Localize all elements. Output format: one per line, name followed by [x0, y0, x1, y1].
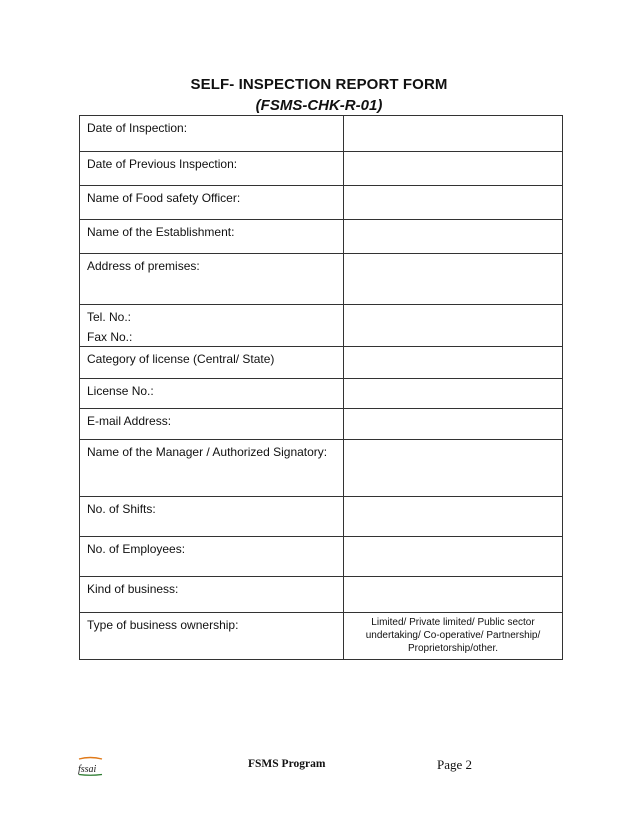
- value-shifts[interactable]: [344, 497, 563, 537]
- value-date-of-inspection[interactable]: [344, 116, 563, 152]
- value-food-safety-officer[interactable]: [344, 186, 563, 220]
- value-email[interactable]: [344, 409, 563, 440]
- value-ownership-type: Limited/ Private limited/ Public sector undertaking/ Co-operative/ Partnership/ Proprietorship/other.: [344, 613, 563, 660]
- table-row: [80, 186, 563, 220]
- label-email: E-mail Address:: [80, 409, 344, 440]
- label-kind-of-business: Kind of business:: [80, 577, 344, 613]
- label-food-safety-officer: Name of Food safety Officer:: [80, 186, 344, 220]
- value-establishment[interactable]: [344, 220, 563, 254]
- label-date-of-inspection: Date of Inspection:: [80, 116, 344, 152]
- value-manager[interactable]: [344, 440, 563, 497]
- table-row: [80, 379, 563, 409]
- form-title: SELF- INSPECTION REPORT FORM: [190, 76, 448, 93]
- label-previous-inspection: Date of Previous Inspection:: [80, 152, 344, 186]
- table-row: [80, 152, 563, 186]
- table-row: [80, 254, 563, 305]
- value-tel-fax[interactable]: [344, 305, 563, 347]
- value-license-no[interactable]: [344, 379, 563, 409]
- label-manager: Name of the Manager / Authorized Signatory:: [80, 440, 344, 497]
- table-row: [80, 577, 563, 613]
- label-establishment: Name of the Establishment:: [80, 220, 344, 254]
- table-row: [80, 440, 563, 497]
- footer-page-number: Page 2: [437, 757, 473, 772]
- table-row: [80, 116, 563, 152]
- logo-text: fssai: [78, 764, 97, 775]
- table-row: [80, 305, 563, 347]
- table-row: [80, 537, 563, 577]
- label-address: Address of premises:: [80, 254, 344, 305]
- label-shifts: No. of Shifts:: [80, 497, 344, 537]
- table-row: [80, 497, 563, 537]
- inspection-form-table: [79, 115, 563, 660]
- value-previous-inspection[interactable]: [344, 152, 563, 186]
- footer-program: FSMS Program: [248, 758, 326, 770]
- label-ownership-type: Type of business ownership:: [80, 613, 344, 660]
- label-tel: Tel. No.:: [87, 310, 132, 324]
- label-fax: Fax No.:: [87, 330, 133, 344]
- table-row: [80, 220, 563, 254]
- label-employees: No. of Employees:: [80, 537, 344, 577]
- table-row: [80, 613, 563, 660]
- value-category-of-license[interactable]: [344, 347, 563, 379]
- form-code: (FSMS-CHK-R-01): [255, 97, 383, 114]
- table-row: [80, 409, 563, 440]
- label-license-no: License No.:: [80, 379, 344, 409]
- fssai-logo-icon: [77, 756, 104, 776]
- value-address[interactable]: [344, 254, 563, 305]
- label-tel-fax: [80, 305, 344, 347]
- label-category-of-license: Category of license (Central/ State): [80, 347, 344, 379]
- table-row: [80, 347, 563, 379]
- value-kind-of-business[interactable]: [344, 577, 563, 613]
- value-employees[interactable]: [344, 537, 563, 577]
